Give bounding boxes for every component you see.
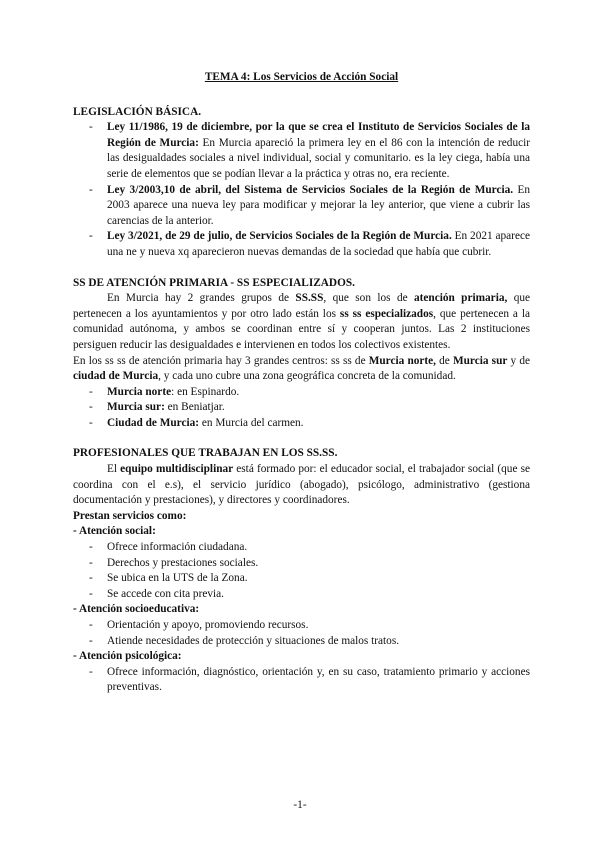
law-description: En 2003 aparece una nueva ley para modificar y mejorar la ley anterior, que viene a cubrir las carencias de la anterior. [107, 183, 531, 227]
text-bold: ciudad de Murcia [73, 370, 159, 383]
list-item [73, 556, 530, 572]
page-title: TEMA 4: Los Servicios de Acción Social [204, 71, 399, 83]
dash-bullet: - [89, 401, 93, 414]
text-run: está formado por: el educador social, el trabajador social (que se coordina con el e.s), el servicio jurídico (abogado), psicólogo, administrativo (gestiona documentación y prestaciones), y directores y coordinadores. [73, 463, 530, 507]
list-item [73, 385, 530, 401]
law-description: En 2021 aparece una ne y nueva xq aparecieron nuevas demandas de la sociedad que había que cubrir. [107, 230, 530, 258]
text-run: que pertenecen a los ayuntamientos y por otro lado están los [73, 292, 531, 320]
dash-bullet: - [89, 230, 93, 243]
paragraph [73, 462, 530, 509]
text-run: de [436, 354, 453, 367]
text-run: y de [507, 354, 530, 367]
list-item [73, 587, 530, 603]
dash-bullet: - [89, 587, 93, 600]
dash-bullet: - [89, 619, 93, 631]
text-bold: equipo multidisciplinar [120, 463, 234, 476]
section-heading-profesionales: PROFESIONALES QUE TRABAJAN EN LOS SS.SS. [73, 447, 338, 460]
dash-bullet: - [89, 385, 93, 398]
center-location: en Murcia del carmen. [199, 416, 304, 429]
list-item [73, 229, 530, 260]
list-item [73, 665, 530, 696]
dash-bullet: - [89, 416, 93, 429]
document-page [73, 70, 530, 696]
text-run: En los ss ss de atención primaria hay 3 grandes centros: ss ss de [73, 354, 369, 367]
text-bold: Murcia sur [452, 354, 508, 367]
page-number: -1- [293, 799, 307, 811]
dash-bullet: - [89, 183, 93, 196]
dash-bullet: - [89, 556, 93, 569]
center-location: : en Espinardo. [171, 385, 240, 398]
text-run: , y cada uno cubre una zona geográfica concreta de la comunidad. [158, 370, 456, 383]
text-bold: SS.SS [295, 292, 324, 305]
dash-bullet: - [89, 572, 93, 585]
law-title: Ley 3/2003,10 de abril, del Sistema de Servicios Sociales de la Región de Murcia. [107, 183, 514, 196]
center-name: Murcia norte [107, 385, 172, 398]
paragraph [73, 291, 530, 353]
service-text: Orientación y apoyo, promoviendo recursos. [107, 619, 309, 631]
list-item [73, 618, 530, 634]
service-text: Se accede con cita previa. [107, 587, 224, 600]
group-heading: - Atención socioeducativa: [73, 603, 200, 616]
law-title: Ley 11/1986, 19 de diciembre, por la que se crea el Instituto de Servicios Sociales de la Región de Murcia: [107, 121, 530, 149]
list-item [73, 183, 530, 230]
service-text: Ofrece información, diagnóstico, orientación y, en su caso, tratamiento primario y acciones preventivas. [107, 665, 530, 694]
text-run: , que son los de [323, 292, 414, 305]
section-heading-ss: SS DE ATENCIÓN PRIMARIA - SS ESPECIALIZADOS. [73, 276, 355, 289]
center-location: en Beniatjar. [164, 401, 225, 414]
list-item [73, 120, 530, 182]
paragraph [73, 354, 530, 385]
center-name: Ciudad de Murcia: [107, 416, 200, 429]
group-heading: - Atención psicológica: [73, 650, 182, 663]
list-item [73, 634, 530, 650]
law-description: En Murcia apareció la primera ley en el 86 con la intención de reducir las desigualdades sociales a nivel individual, social y comunitario. es la ley ciega, había una serie de elementos que se podían llevar a la práctica y otras no, era reciente. [107, 136, 531, 180]
dash-bullet: - [89, 121, 93, 134]
list-item [73, 571, 530, 587]
dash-bullet: - [89, 634, 93, 647]
service-text: Ofrece información ciudadana. [107, 541, 248, 554]
service-text: Derechos y prestaciones sociales. [107, 556, 259, 569]
center-name: Murcia sur: [107, 401, 165, 414]
service-text: Atiende necesidades de protección y situaciones de malos tratos. [107, 634, 400, 647]
section-heading-legislacion: LEGISLACIÓN BÁSICA. [73, 105, 202, 118]
text-bold: Murcia norte, [368, 354, 436, 367]
dash-bullet: - [89, 665, 93, 678]
dash-bullet: - [89, 541, 93, 554]
text-bold: ss ss especializados [339, 307, 434, 320]
text-run: , que pertenecen a la comunidad autónoma, y ambos se coordinan entre sí y cooperan juntos. Las 2 instituciones persiguen reducir las desigualdades e intervienen en todos los colectivos existentes. [73, 307, 531, 351]
list-item [73, 540, 530, 556]
service-text: Se ubica en la UTS de la Zona. [107, 572, 248, 585]
law-title: Ley 3/2021, de 29 de julio, de Servicios Sociales de la Región de Murcia. [107, 230, 452, 243]
list-item [73, 416, 530, 432]
text-bold: atención primaria, [414, 292, 508, 305]
text-run: El [107, 463, 121, 476]
list-item [73, 400, 530, 416]
text-run: En Murcia hay 2 grandes grupos de [107, 292, 296, 305]
group-heading: - Atención social: [73, 525, 156, 538]
services-heading: Prestan servicios como: [73, 509, 187, 522]
